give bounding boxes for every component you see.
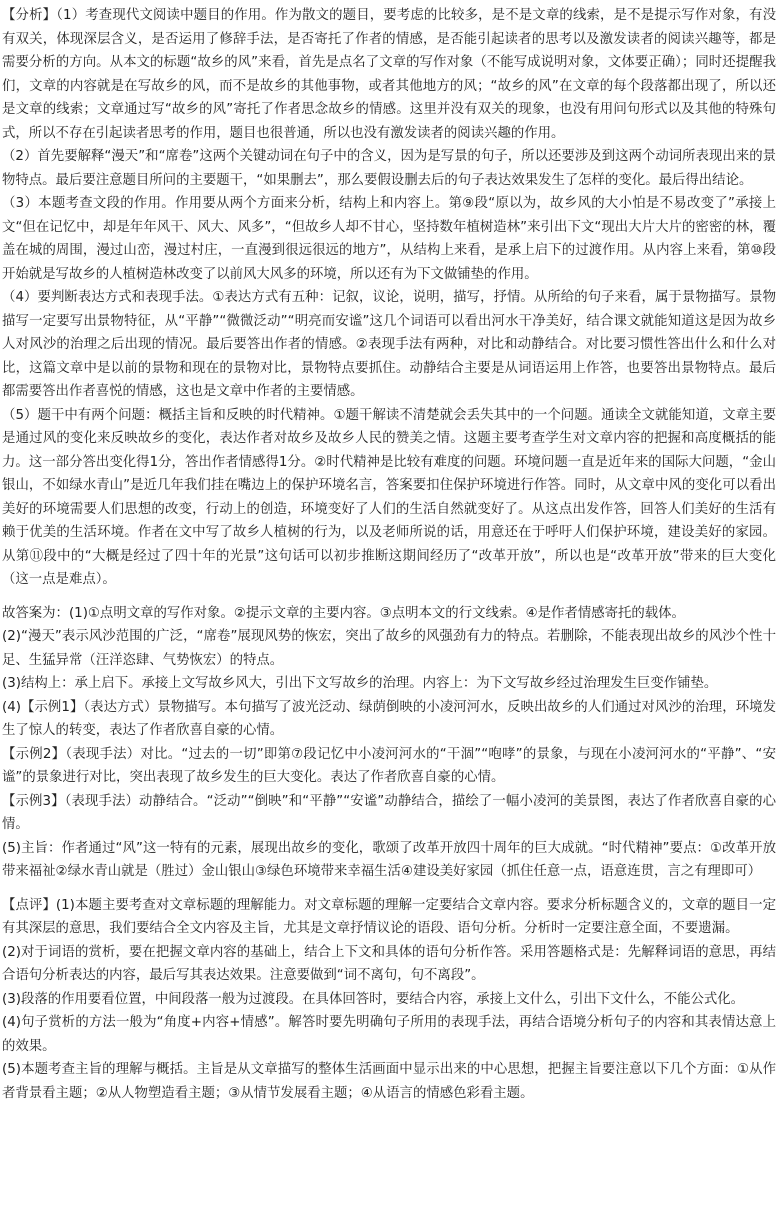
analysis-paragraph-5: （5）题干中有两个问题：概括主旨和反映的时代精神。①题干解读不清楚就会丢失其中的一个问题。通读全文就能知道，文章主要是通过风的变化来反映故乡的变化，表达作者对故乡及故乡人民的赞美之情。这题主要考查学生对文章内容的把握和高度概括的能力。这一部分答出变化得1分，答出作者情感得1分。②时代精神是比较有难度的问题。环境问题一直是近年来的国际大问题，“金山银山，不如绿水青山”是近几年我们挂在嘴边上的保护环境名言，答案要扣住保护环境进行作答。同时，从文章中风的变化可以看出美好的环境需要人们思想的改变，行动上的创造，环境变好了人们的生活自然就变好了。从这点出发作答，回答人们美好的生活有赖于优美的生活环境。作者在文中写了故乡人植树的行为，以及老师所说的话，用意还在于呼吁人们保护环境，建设美好的家园。从第⑪段中的“大概是经过了四十年的光景”这句话可以初步推断这期间经历了“改革开放”，所以也是“改革开放”带来的巨大变化（这一点是难点）。: [2, 407, 776, 587]
analysis-section: [2, 4, 776, 592]
comment-paragraph-2: (2)对于词语的赏析，要在把握文章内容的基础上，结合上下文和具体的语句分析作答。采用答题格式是：先解释词语的意思，再结合语句分析表达的内容，最后写其表达效果。注意要做到“词不离句，句不离段”。: [2, 944, 776, 983]
answer-section: [2, 602, 776, 884]
comment-paragraph-3: (3)段落的作用要看位置，中间段落一般为过渡段。在具体回答时，要结合内容，承接上文什么，引出下文什么，不能公式化。: [2, 991, 745, 1007]
answer-paragraph-2: (2)“漫天”表示风沙范围的广泛，“席卷”展现风势的恢宏，突出了故乡的风强劲有力的特点。若删除，不能表现出故乡的风沙个性十足、生猛异常（汪洋恣肆、气势恢宏）的特点。: [2, 629, 776, 668]
answer-paragraph-6: 【示例3】（表现手法）动静结合。“泛动”“倒映”和“平静”“安谧”动静结合，描绘了一幅小凌河的美景图，表达了作者欣喜自豪的心情。: [2, 793, 776, 832]
analysis-paragraph-4: （4）要判断表达方式和表现手法。①表达方式有五种：记叙，议论，说明，描写，抒情。从所给的句子来看，属于景物描写。景物描写一定要写出景物特征，从“平静”“微微泛动”“明亮而安谧”这几个词语可以看出河水干净美好，结合课文就能知道这是因为故乡人对风沙的治理之后出现的情况。最后要答出作者的情感。②表现手法有两种，对比和动静结合。对比要习惯性答出什么和什么对比，这篇文章中是以前的景物和现在的景物对比，景物特点要抓住。动静结合主要是从词语运用上作答，也要答出景物特点。最后都需要答出作者喜悦的情感，这也是文章中作者的主要情感。: [2, 290, 776, 399]
comment-paragraph-5: (5)本题考查主旨的理解与概括。主旨是从文章描写的整体生活画面中显示出来的中心思想，把握主旨要注意以下几个方面：①从作者背景看主题；②从人物塑造看主题；③从情节发展看主题；④从语言的情感色彩看主题。: [2, 1062, 776, 1101]
answer-paragraph-7: (5)主旨：作者通过“风”这一特有的元素，展现出故乡的变化，歌颂了改革开放四十周年的巨大成就。“时代精神”要点：①改革开放带来福祉②绿水青山就是（胜过）金山银山③绿色环境带来幸福生活④建设美好家园（抓住任意一点，语意连贯，言之有理即可）: [2, 840, 776, 879]
answer-paragraph-1: 故答案为：(1)①点明文章的写作对象。②提示文章的主要内容。③点明本文的行文线索。④是作者情感寄托的载体。: [2, 605, 685, 621]
comment-paragraph-4: (4)句子赏析的方法一般为“角度+内容+情感”。解答时要先明确句子所用的表现手法，再结合语境分析句子的内容和其表情达意上的效果。: [2, 1015, 776, 1054]
analysis-paragraph-1: 【分析】（1）考查现代文阅读中题目的作用。作为散文的题目，要考虑的比较多，是不是文章的线索，是不是提示写作对象，有没有双关，体现深层含义，是否运用了修辞手法，是否寄托了作者的情感，是否能引起读者的思考以及激发读者的阅读兴趣等，都是需要分析的方向。从本文的标题“故乡的风”来看，首先是点名了文章的写作对象（不能写成说明对象，文体要正确）；同时还提醒我们，文章的内容就是在写故乡的风，而不是故乡的其他事物，或者其他地方的风；“故乡的风”在文章的每个段落都出现了，所以还是文章的线索；文章通过写“故乡的风”寄托了作者思念故乡的情感。这里并没有双关的现象，也没有用问句形式以及其他的特殊句式，所以不存在引起读者思考的作用，题目也很普通，所以也没有激发读者的阅读兴趣的作用。: [2, 8, 776, 141]
analysis-paragraph-2: （2）首先要解释“漫天”和“席卷”这两个关键动词在句子中的含义，因为是写景的句子，所以还要涉及到这两个动词所表现出来的景物特点。最后要注意题目所问的主要题干，“如果删去”，那么要假设删去后的句子表达效果发生了怎样的变化。最后得出结论。: [2, 149, 776, 188]
analysis-paragraph-3: （3）本题考查文段的作用。作用要从两个方面来分析，结构上和内容上。第⑨段“原以为，故乡风的大小怕是不易改变了”承接上文“但在记忆中，却是年年风干、风大、风多”，“但故乡人却不甘心，坚持数年植树造林”来引出下文“现出大片大片的密密的林，覆盖在城的周围，漫过山峦，漫过村庄，一直漫到很远很远的地方”，从结构上来看，是承上启下的过渡作用。从内容上来看，第⑩段开始就是写故乡的人植树造林改变了以前风大风多的环境，所以还有为下文做铺垫的作用。: [2, 196, 776, 282]
section-spacer: [2, 592, 776, 602]
answer-paragraph-5: 【示例2】（表现手法）对比。“过去的一切”即第⑦段记忆中小凌河河水的“干涸”“咆哮”的景象，与现在小凌河河水的“平静”、“安谧”的景象进行对比，突出表现了故乡发生的巨大变化。表达了作者欣喜自豪的心情。: [2, 746, 776, 785]
comment-paragraph-1: 【点评】(1)本题主要考查对文章标题的理解能力。对文章标题的理解一定要结合文章内容。要求分析标题含义的，文章的题目一定有其深层的意思，我们要结合全文内容及主旨，尤其是文章抒情议论的语段、语句分析。分析时一定要注意全面，不要遗漏。: [2, 897, 776, 936]
answer-paragraph-4: (4)【示例1】（表达方式）景物描写。本句描写了波光泛动、绿荫倒映的小凌河河水，反映出故乡的人们通过对风沙的治理，环境发生了惊人的转变，表达了作者欣喜自豪的心情。: [2, 699, 776, 738]
answer-paragraph-3: (3)结构上：承上启下。承接上文写故乡风大，引出下文写故乡的治理。内容上：为下文写故乡经过治理发生巨变作铺垫。: [2, 676, 718, 691]
comment-section: [2, 894, 776, 1106]
section-spacer: [2, 884, 776, 894]
